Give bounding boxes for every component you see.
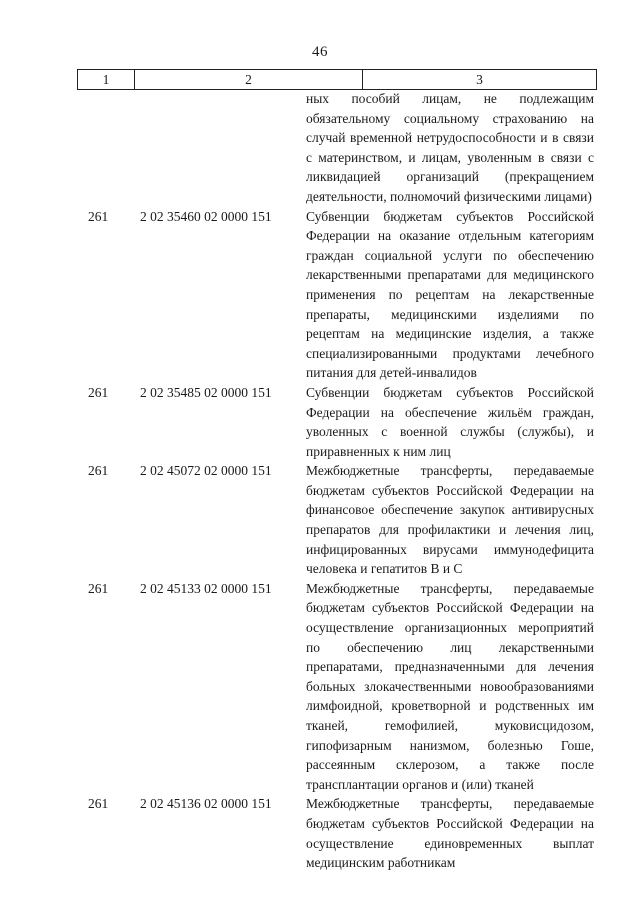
budget-code-cell: 2 02 45133 02 0000 151 xyxy=(140,580,272,596)
budget-code-cell: 2 02 35485 02 0000 151 xyxy=(140,384,272,400)
name-cell: Межбюджетные трансферты, передаваемые бюджетам субъектов Российской Федерации на осуществление единовременных выплат медицинским работникам xyxy=(306,796,594,871)
header-col-2: 2 xyxy=(135,70,363,89)
budget-code-cell: 2 02 35460 02 0000 151 xyxy=(140,208,272,224)
table-row xyxy=(0,207,640,383)
admin-code-cell: 261 xyxy=(88,580,109,596)
table-row-continuation xyxy=(0,89,640,207)
budget-code-cell: 2 02 45072 02 0000 151 xyxy=(140,463,272,479)
header-col-3: 3 xyxy=(476,72,483,87)
table-row xyxy=(0,461,640,579)
name-cell: Межбюджетные трансферты, передаваемые бюджетам субъектов Российской Федерации на осуществление организационных мероприятий по обеспечению лиц лекарственными препаратами, предназначенными для лечения больных злокачественными новообразованиями лимфоидной, кроветворной и родственных им тканей, гемофилией, муковисцидозом, гипофизарным нанизмом, болезнью Гоше, рассеянным склерозом, а также после трансплантации органов и (или) тканей xyxy=(306,580,594,792)
name-cell: Межбюджетные трансферты, передаваемые бюджетам субъектов Российской Федерации на финансовое обеспечение закупок антивирусных препаратов для профилактики и лечения лиц, инфицированных вирусами иммунодефицита человека и гепатитов В и С xyxy=(306,463,594,577)
admin-code-cell: 261 xyxy=(88,463,109,479)
name-cell: Субвенции бюджетам субъектов Российской Федерации на оказание отдельным категориям граждан социальной услуги по обеспечению лекарственными препаратами для медицинского применения по рецептам на лекарственные препараты, медицинскими изделиями по рецептам на медицинские изделия, а также специализированными продуктами лечебного питания для детей-инвалидов xyxy=(306,208,594,381)
table-row xyxy=(0,383,640,461)
table-header xyxy=(77,69,597,90)
header-col-1: 1 xyxy=(78,70,135,89)
admin-code-cell: 261 xyxy=(88,208,109,224)
table-row xyxy=(0,579,640,795)
name-cell: ных пособий лицам, не подлежащим обязательному социальному страхованию на случай временной нетрудоспособности и в связи с материнством, и лицам, уволенным в связи с ликвидацией организаций (прекращением деятельности, полномочий физическими лицами) xyxy=(306,91,594,204)
table-row xyxy=(0,794,640,872)
page-number: 46 xyxy=(312,44,328,60)
admin-code-cell: 261 xyxy=(88,796,109,812)
table-body xyxy=(0,89,640,873)
name-cell: Субвенции бюджетам субъектов Российской Федерации на обеспечение жильём граждан, уволенных с военной службы (службы), и приравненных к ним лиц xyxy=(306,384,594,459)
admin-code-cell: 261 xyxy=(88,384,109,400)
budget-code-cell: 2 02 45136 02 0000 151 xyxy=(140,796,272,812)
